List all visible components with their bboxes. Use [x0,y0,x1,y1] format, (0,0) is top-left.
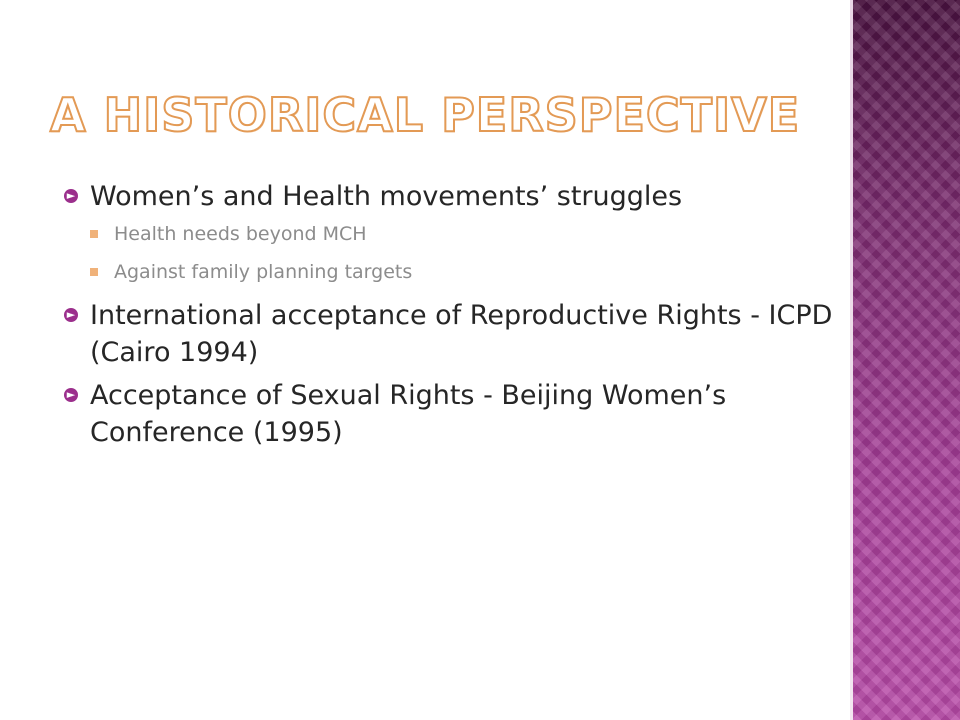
circled-arrow-icon: ► [64,388,78,402]
bullet-text: Women’s and Health movements’ struggles [90,181,683,212]
bullet-item-3 [64,377,834,451]
slide-title: A HISTORICAL PERSPECTIVE [50,88,801,142]
circled-arrow-icon: ► [64,189,78,203]
bullet-text: Acceptance of Sexual Rights - Beijing Women’s Conference (1995) [90,380,727,448]
sub-bullet-item-1 [64,221,834,247]
bullet-item-2 [64,297,834,371]
sub-bullet-item-2 [64,259,834,285]
bullet-list [64,178,834,457]
circled-arrow-icon: ► [64,308,78,322]
sub-bullet-text: Against family planning targets [114,261,413,283]
square-icon [90,230,98,238]
bullet-text: International acceptance of Reproductive Rights - ICPD (Cairo 1994) [90,300,833,368]
side-panel-edge [850,0,853,720]
sub-bullet-text: Health needs beyond MCH [114,223,367,245]
square-icon [90,268,98,276]
bullet-item-1 [64,178,834,215]
decorative-side-panel [852,0,960,720]
